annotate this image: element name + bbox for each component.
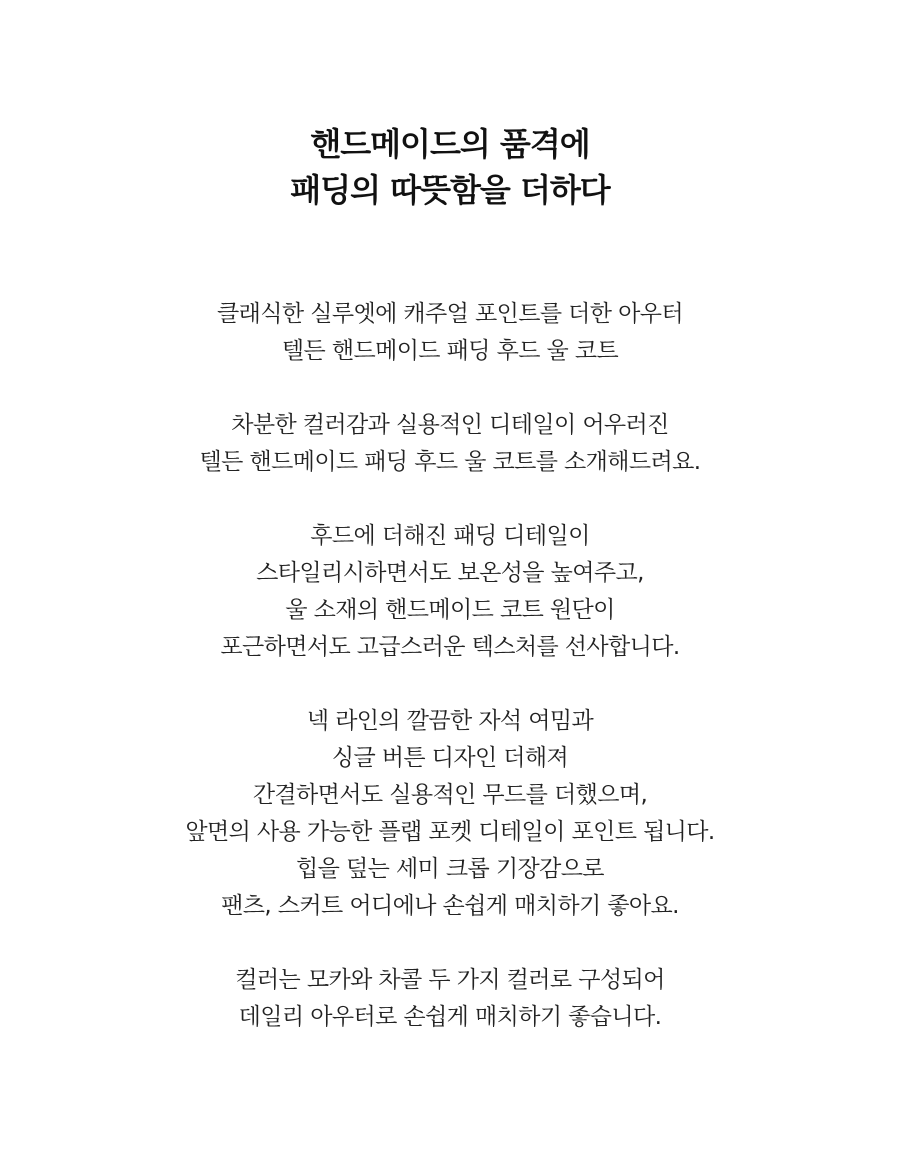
paragraph-intro — [0, 296, 900, 370]
text-line: 넥 라인의 깔끔한 자석 여밈과 — [306, 708, 594, 734]
text-line: 컬러는 모카와 차콜 두 가지 컬러로 구성되어 — [235, 967, 665, 993]
headline-line: 패딩의 따뜻함을 더하다 — [290, 171, 610, 209]
text-line: 싱글 버튼 디자인 더해져 — [331, 745, 569, 771]
text-line: 차분한 컬러감과 실용적인 디테일이 어우러진 — [231, 412, 669, 438]
headline-line: 핸드메이드의 품격에 — [310, 125, 590, 163]
text-line: 클래식한 실루엣에 캐주얼 포인트를 더한 아우터 — [217, 301, 683, 327]
text-line: 팬츠, 스커트 어디에나 손쉽게 매치하기 좋아요. — [221, 893, 679, 919]
paragraph-neckline-detail — [0, 703, 900, 925]
paragraph-hood-detail — [0, 518, 900, 666]
paragraph-color-detail — [0, 407, 900, 481]
text-line: 텔든 핸드메이드 패딩 후드 울 코트 — [281, 338, 619, 364]
text-line: 포근하면서도 고급스러운 텍스처를 선사합니다. — [220, 634, 680, 660]
headline — [0, 121, 900, 213]
paragraph-colors — [0, 962, 900, 1036]
text-line: 앞면의 사용 가능한 플랩 포켓 디테일이 포인트 됩니다. — [185, 819, 715, 845]
description-body — [0, 296, 900, 1073]
text-line: 데일리 아우터로 손쉽게 매치하기 좋습니다. — [238, 1004, 662, 1030]
text-line: 힙을 덮는 세미 크롭 기장감으로 — [296, 856, 604, 882]
text-line: 간결하면서도 실용적인 무드를 더했으며, — [252, 782, 648, 808]
text-line: 울 소재의 핸드메이드 코트 원단이 — [285, 597, 615, 623]
text-line: 스타일리시하면서도 보온성을 높여주고, — [256, 560, 644, 586]
text-line: 후드에 더해진 패딩 디테일이 — [310, 523, 590, 549]
text-line: 텔든 핸드메이드 패딩 후드 울 코트를 소개해드려요. — [199, 449, 701, 475]
